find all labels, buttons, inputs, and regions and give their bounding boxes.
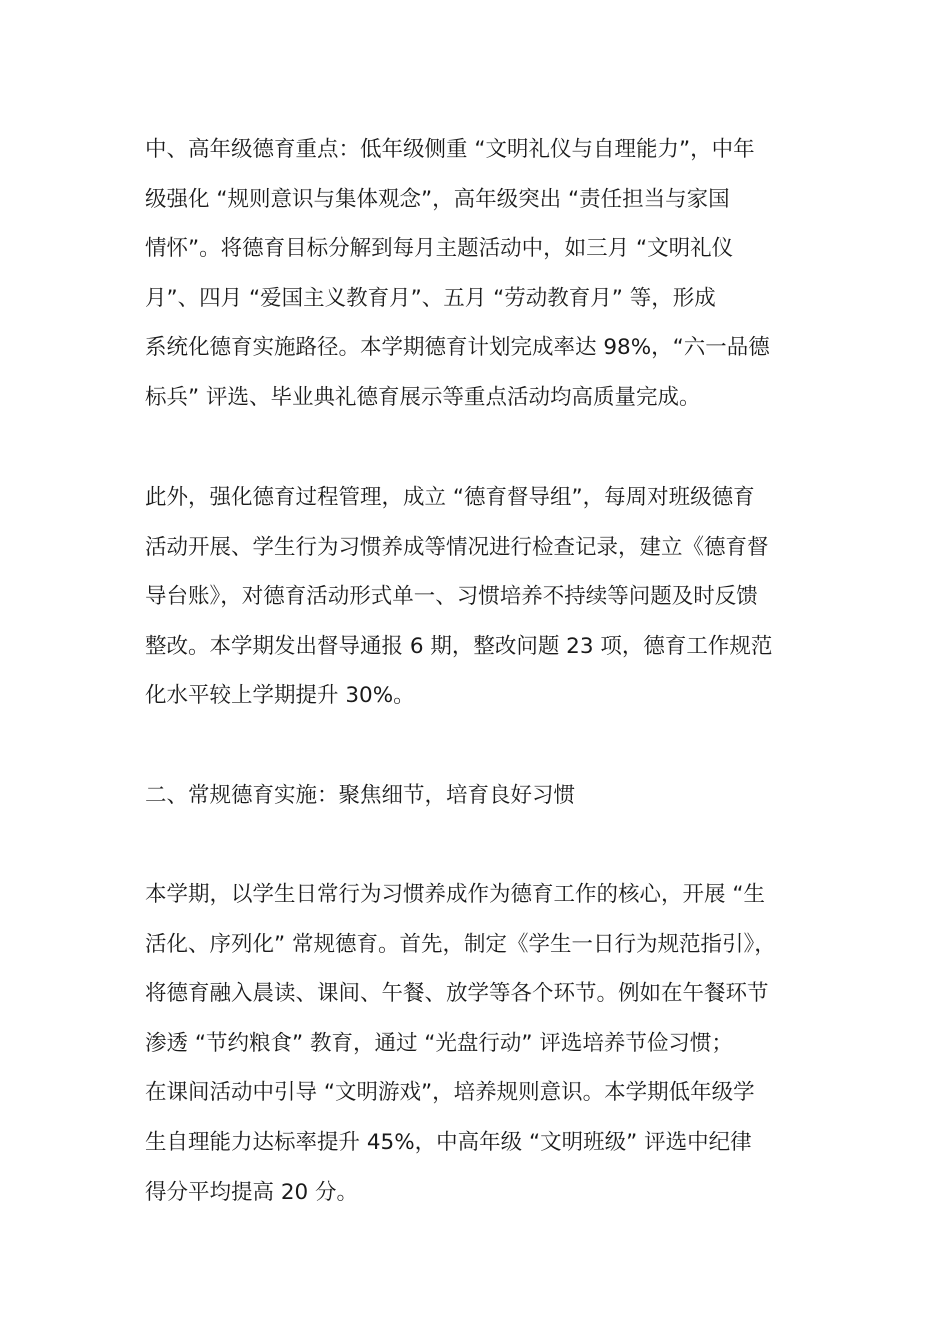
text-line: 级强化 “规则意识与集体观念”，高年级突出 “责任担当与家国 — [145, 186, 730, 212]
text-line: 在课间活动中引导 “文明游戏”，培养规则意识。本学期低年级学 — [145, 1080, 755, 1106]
section-heading — [145, 771, 845, 821]
text-line: 此外，强化德育过程管理，成立 “德育督导组”，每周对班级德育 — [145, 485, 755, 510]
text-line: 中、高年级德育重点：低年级侧重 “文明礼仪与自理能力”，中年 — [145, 137, 755, 162]
text-line: 月”、四月 “爱国主义教育月”、五月 “劳动教育月” 等，形成 — [145, 285, 716, 311]
text-line: 活化、序列化” 常规德育。首先，制定《学生一日行为规范指引》， — [145, 931, 776, 957]
text-line: 整改。本学期发出督导通报 6 期，整改问题 23 项，德育工作规范 — [145, 633, 773, 659]
text-line: 渗透 “节约粮食” 教育，通过 “光盘行动” 评选培养节俭习惯； — [145, 1030, 733, 1056]
text-line: 化水平较上学期提升 30%。 — [145, 683, 415, 709]
text-line: 将德育融入晨读、课间、午餐、放学等各个环节。例如在午餐环节 — [145, 981, 769, 1007]
paragraph-moral-education-focus — [145, 125, 845, 423]
section-heading-text: 二、常规德育实施：聚焦细节，培育良好习惯 — [145, 783, 576, 808]
paragraph-routine-education — [145, 870, 845, 1217]
text-line: 本学期，以学生日常行为习惯养成作为德育工作的核心，开展 “生 — [145, 882, 765, 907]
text-line: 系统化德育实施路径。本学期德育计划完成率达 98%，“六一品德 — [145, 335, 770, 361]
text-line: 活动开展、学生行为习惯养成等情况进行检查记录，建立《德育督 — [145, 534, 769, 560]
text-line: 生自理能力达标率提升 45%，中高年级 “文明班级” 评选中纪律 — [145, 1129, 752, 1155]
text-line: 情怀”。将德育目标分解到每月主题活动中，如三月 “文明礼仪 — [145, 236, 734, 262]
paragraph-supervision — [145, 473, 845, 721]
text-line: 导台账》，对德育活动形式单一、习惯培养不持续等问题及时反馈 — [145, 584, 758, 610]
text-line: 标兵” 评选、毕业典礼德育展示等重点活动均高质量完成。 — [145, 384, 701, 410]
text-line: 得分平均提高 20 分。 — [145, 1179, 359, 1205]
